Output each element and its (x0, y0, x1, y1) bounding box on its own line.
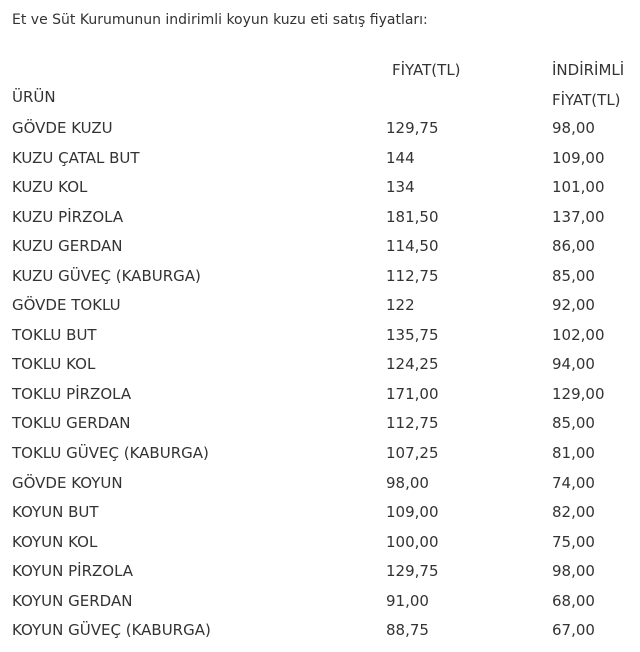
table-row (0, 207, 640, 237)
product-name: KOYUN KOL (12, 532, 98, 551)
discount-price-value: 82,00 (552, 503, 595, 522)
discount-price-value: 86,00 (552, 237, 595, 256)
price-table (0, 118, 640, 650)
price-column-header: FİYAT(TL) (392, 61, 461, 79)
product-name: KUZU PİRZOLA (12, 207, 124, 226)
product-name: GÖVDE KUZU (12, 119, 113, 137)
table-row (0, 325, 640, 355)
intro-text: Et ve Süt Kurumunun indirimli koyun kuzu eti satış fiyatları: (12, 12, 428, 28)
table-row (0, 473, 640, 503)
product-name: KUZU GÜVEÇ (KABURGA) (12, 266, 201, 285)
discount-price-value: 94,00 (552, 355, 595, 374)
product-name: GÖVDE KOYUN (12, 473, 123, 492)
product-name: KUZU ÇATAL BUT (12, 148, 140, 167)
discount-price-value: 109,00 (552, 148, 605, 167)
table-row (0, 502, 640, 532)
price-value: 112,75 (386, 266, 439, 285)
table-row (0, 620, 640, 650)
product-name: TOKLU KOL (12, 355, 96, 374)
price-value: 109,00 (386, 503, 439, 522)
discount-price-value: 68,00 (552, 591, 595, 610)
price-value: 88,75 (386, 621, 429, 640)
discount-price-value: 137,00 (552, 207, 605, 226)
discount-price-value: 92,00 (552, 296, 595, 315)
discount-price-value: 74,00 (552, 473, 595, 492)
discount-price-value: 67,00 (552, 621, 595, 640)
product-name: TOKLU BUT (12, 325, 97, 344)
product-name: KUZU KOL (12, 178, 88, 197)
table-row (0, 591, 640, 621)
product-name: KOYUN BUT (12, 503, 99, 522)
table-row (0, 118, 640, 148)
product-name: KOYUN PİRZOLA (12, 562, 134, 581)
product-name: TOKLU PİRZOLA (12, 384, 132, 403)
discount-price-value: 85,00 (552, 414, 595, 433)
table-row (0, 148, 640, 178)
discount-price-value: 81,00 (552, 444, 595, 463)
price-value: 129,75 (386, 562, 439, 581)
table-row (0, 236, 640, 266)
discount-column-header-line1: İNDİRİMLİ (552, 61, 625, 79)
price-value: 135,75 (386, 325, 439, 344)
price-value: 107,25 (386, 444, 439, 463)
discount-price-value: 75,00 (552, 532, 595, 551)
table-row (0, 266, 640, 296)
table-row (0, 295, 640, 325)
discount-price-value: 98,00 (552, 562, 595, 581)
price-value: 124,25 (386, 355, 439, 374)
price-value: 129,75 (386, 119, 439, 137)
discount-price-value: 85,00 (552, 266, 595, 285)
table-row (0, 532, 640, 562)
table-row (0, 561, 640, 591)
discount-price-value: 98,00 (552, 119, 595, 137)
product-name: TOKLU GÜVEÇ (KABURGA) (12, 444, 209, 463)
table-row (0, 413, 640, 443)
discount-price-value: 129,00 (552, 384, 605, 403)
price-value: 98,00 (386, 473, 429, 492)
table-row (0, 443, 640, 473)
price-value: 91,00 (386, 591, 429, 610)
price-value: 114,50 (386, 237, 439, 256)
discount-price-value: 102,00 (552, 325, 605, 344)
product-name: TOKLU GERDAN (12, 414, 131, 433)
product-name: GÖVDE TOKLU (12, 296, 121, 315)
product-column-header: ÜRÜN (12, 88, 56, 106)
price-value: 144 (386, 148, 415, 167)
price-value: 100,00 (386, 532, 439, 551)
price-value: 122 (386, 296, 415, 315)
product-name: KOYUN GERDAN (12, 591, 133, 610)
product-name: KOYUN GÜVEÇ (KABURGA) (12, 621, 211, 640)
discount-column-header-line2: FİYAT(TL) (552, 91, 621, 109)
table-row (0, 384, 640, 414)
price-value: 134 (386, 178, 415, 197)
product-name: KUZU GERDAN (12, 237, 123, 256)
price-value: 171,00 (386, 384, 439, 403)
table-row (0, 177, 640, 207)
price-value: 112,75 (386, 414, 439, 433)
table-row (0, 354, 640, 384)
price-value: 181,50 (386, 207, 439, 226)
discount-price-value: 101,00 (552, 178, 605, 197)
